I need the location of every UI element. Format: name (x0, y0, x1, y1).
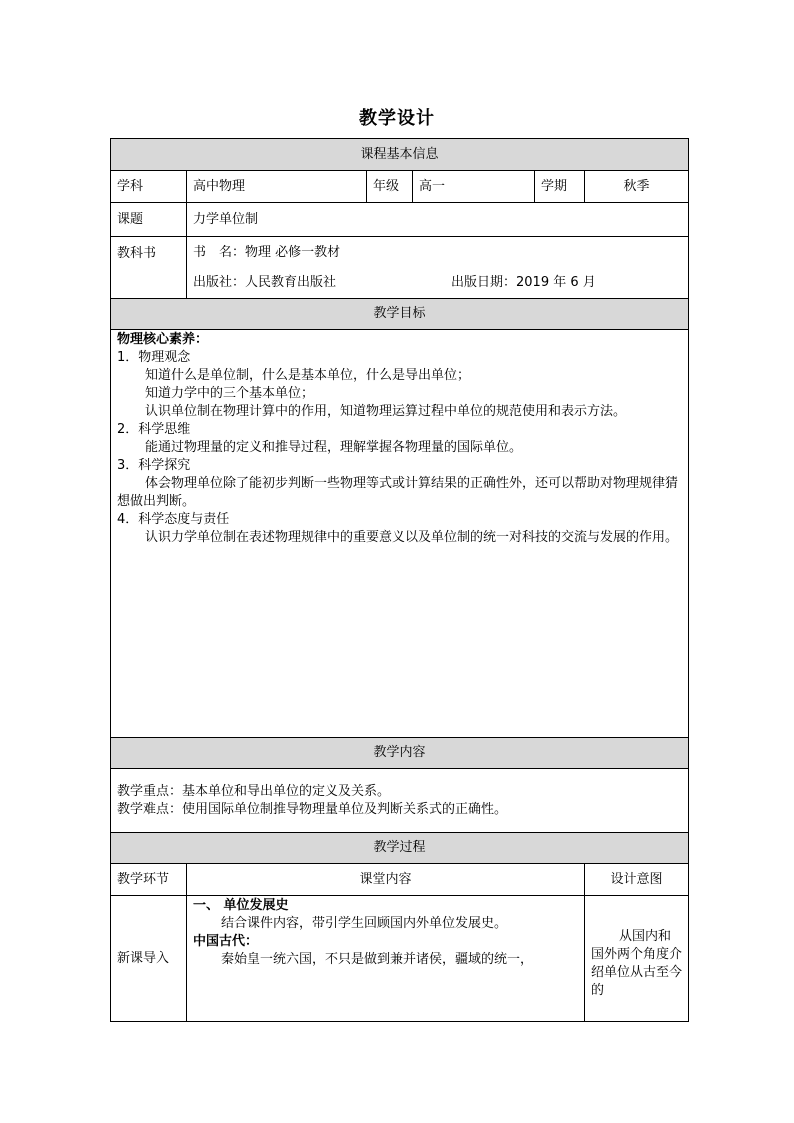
objective-line: 知道力学中的三个基本单位； (145, 386, 315, 401)
section-header-content: 教学内容 (111, 738, 689, 769)
objective-title-2: 2．科学思维 (117, 422, 191, 437)
objective-title-3: 3．科学探究 (117, 458, 191, 473)
section-header-basic: 课程基本信息 (111, 139, 689, 171)
col-intent-header: 设计意图 (585, 864, 689, 896)
publisher: 出版社：人民教育出版社 (193, 274, 337, 290)
subject-label: 学科 (111, 171, 187, 203)
objective-line: 知道什么是单位制，什么是基本单位，什么是导出单位； (145, 368, 471, 383)
document-title: 教学设计 (359, 108, 435, 129)
process-subheading: 中国古代： (193, 934, 259, 949)
objective-line: 认识单位制在物理计算中的作用，知道物理运算过程中单位的规范使用和表示方法。 (145, 404, 627, 419)
grade-label: 年级 (367, 171, 413, 203)
key-points: 教学重点：基本单位和导出单位的定义及关系。 (117, 783, 391, 799)
topic-value: 力学单位制 (187, 203, 689, 237)
objective-line: 认识力学单位制在表述物理规律中的重要意义以及单位制的统一对科技的交流与发展的作用。 (145, 530, 679, 545)
grade-value: 高一 (413, 171, 535, 203)
objectives-body (111, 330, 689, 738)
term-label: 学期 (535, 171, 585, 203)
textbook-info (187, 237, 689, 299)
objectives-heading: 物理核心素养： (117, 332, 209, 347)
process-line: 秦始皇一统六国，不只是做到兼并诸侯，疆域的统一， (221, 952, 534, 967)
book-name: 书 名：物理 必修一教材 (193, 244, 341, 260)
subject-value: 高中物理 (187, 171, 367, 203)
topic-label: 课题 (111, 203, 187, 237)
objective-title-4: 4．科学态度与责任 (117, 512, 230, 527)
section-header-objectives: 教学目标 (111, 299, 689, 330)
publish-date: 出版日期：2019 年 6 月 (451, 274, 596, 290)
section-header-process: 教学过程 (111, 833, 689, 864)
term-value: 秋季 (585, 171, 689, 203)
lesson-plan-table (110, 138, 689, 1022)
process-line: 结合课件内容，带引学生回顾国内外单位发展史。 (221, 916, 508, 931)
process-content-cell (187, 896, 585, 1022)
stage-cell (111, 896, 187, 1022)
publisher-row (193, 268, 682, 298)
difficulties: 教学难点：使用国际单位制推导物理量单位及判断关系式的正确性。 (117, 801, 508, 817)
col-stage-header: 教学环节 (111, 864, 187, 896)
textbook-label: 教科书 (111, 237, 187, 299)
process-section-title: 一、 单位发展史 (193, 898, 289, 913)
teaching-content-body (111, 769, 689, 833)
objective-line: 体会物理单位除了能初步判断一些物理等式或计算结果的正确性外，还可以帮助对物理规律猜想做出判断。 (117, 476, 679, 509)
stage-name: 新课导入 (117, 950, 170, 966)
col-content-header: 课堂内容 (187, 864, 585, 896)
objective-line: 能通过物理量的定义和推导过程，理解掌握各物理量的国际单位。 (145, 440, 523, 455)
objective-title-1: 1．物理观念 (117, 350, 191, 365)
intent-cell: 从国内和国外两个角度介绍单位从古至今的 (585, 896, 689, 1022)
